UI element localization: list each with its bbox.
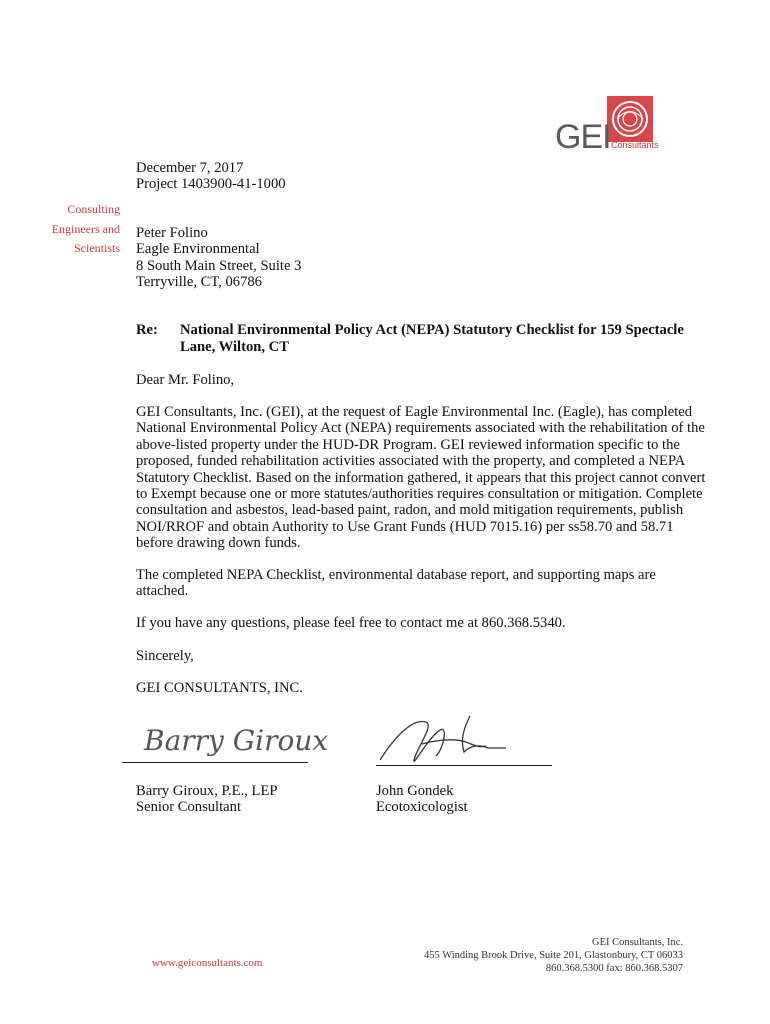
paragraph-3: If you have any questions, please feel free to contact me at 860.368.5340.	[136, 615, 566, 631]
paragraph-line: above-listed property under the HUD-DR Program. GEI reviewed information specific to the	[136, 436, 680, 453]
paragraph-1	[136, 404, 705, 552]
company-name: GEI CONSULTANTS, INC.	[136, 680, 303, 696]
recipient-city: Terryville, CT, 06786	[136, 274, 262, 291]
footer-line: 455 Winding Brook Drive, Suite 201, Glastonbury, CT 06033	[424, 950, 683, 961]
signature-line-2	[376, 765, 552, 766]
tagline-line: Engineers and	[51, 221, 120, 236]
project-number: Project 1403900-41-1000	[136, 176, 286, 193]
paragraph-line: National Environmental Policy Act (NEPA) requirements associated with the rehabilitation of the	[136, 420, 705, 437]
signature-john-gondek	[374, 708, 524, 770]
tagline	[52, 200, 120, 259]
tagline-line: Scientists	[73, 241, 120, 255]
signature-line-1	[122, 762, 308, 763]
paragraph-line: GEI Consultants, Inc. (GEI), at the request of Eagle Environmental Inc. (Eagle), has completed	[136, 404, 692, 420]
paragraph-line: consultation and asbestos, lead-based paint, radon, and mold mitigation requirements, publish	[136, 502, 684, 519]
logo-text: GEI	[555, 118, 611, 156]
paragraph-line: NOI/RROF and obtain Authority to Use Grant Funds (HUD 7015.16) per ss58.70 and 58.71	[136, 518, 674, 535]
footer-line: 860.368.5300 fax: 860.368.5307	[545, 963, 683, 974]
paragraph-line: attached.	[136, 583, 189, 600]
subject-line: Lane, Wilton, CT	[180, 339, 289, 355]
paragraph-2	[136, 567, 656, 600]
salutation: Dear Mr. Folino,	[136, 372, 235, 388]
paragraph-line: to Exempt because one or more statutes/authorities requires consultation or mitigation. Complete	[136, 486, 703, 503]
subject-line: National Environmental Policy Act (NEPA) Statutory Checklist for 159 Spectacle	[180, 322, 684, 338]
signer-title: Senior Consultant	[136, 799, 241, 816]
signer-2-block	[376, 783, 468, 816]
footer-line: GEI Consultants, Inc.	[592, 937, 683, 948]
paragraph-line: The completed NEPA Checklist, environmental database report, and supporting maps are	[136, 567, 656, 583]
letter-date: December 7, 2017	[136, 160, 244, 176]
signer-1-block	[136, 783, 277, 816]
paragraph-line: before drawing down funds.	[136, 535, 301, 552]
recipient-name: Peter Folino	[136, 225, 208, 241]
tagline-line: Consulting	[67, 202, 120, 216]
letter-header	[136, 160, 286, 193]
subject-label: Re:	[136, 322, 158, 338]
signer-title: Ecotoxicologist	[376, 799, 468, 816]
recipient-company: Eagle Environmental	[136, 241, 260, 258]
paragraph-line: proposed, funded rehabilitation activities associated with the property, and completed a NEPA	[136, 453, 686, 470]
footer-address	[424, 936, 683, 975]
signer-name: Barry Giroux, P.E., LEP	[136, 783, 278, 799]
paragraph-line: Statutory Checklist. Based on the information gathered, it appears that this project cannot convert	[136, 469, 706, 486]
recipient-street: 8 South Main Street, Suite 3	[136, 257, 302, 274]
logo-subtitle: Consultants	[611, 140, 659, 150]
company-logo	[555, 96, 685, 160]
signature-barry-giroux	[140, 712, 329, 768]
signature-text: Barry Giroux	[144, 724, 329, 757]
footer-website-link[interactable]: www.geiconsultants.com	[152, 957, 263, 969]
subject-text	[180, 322, 684, 356]
recipient-address	[136, 225, 301, 291]
signer-name: John Gondek	[376, 783, 454, 799]
closing: Sincerely,	[136, 648, 194, 664]
gei-emblem-icon	[607, 96, 653, 142]
